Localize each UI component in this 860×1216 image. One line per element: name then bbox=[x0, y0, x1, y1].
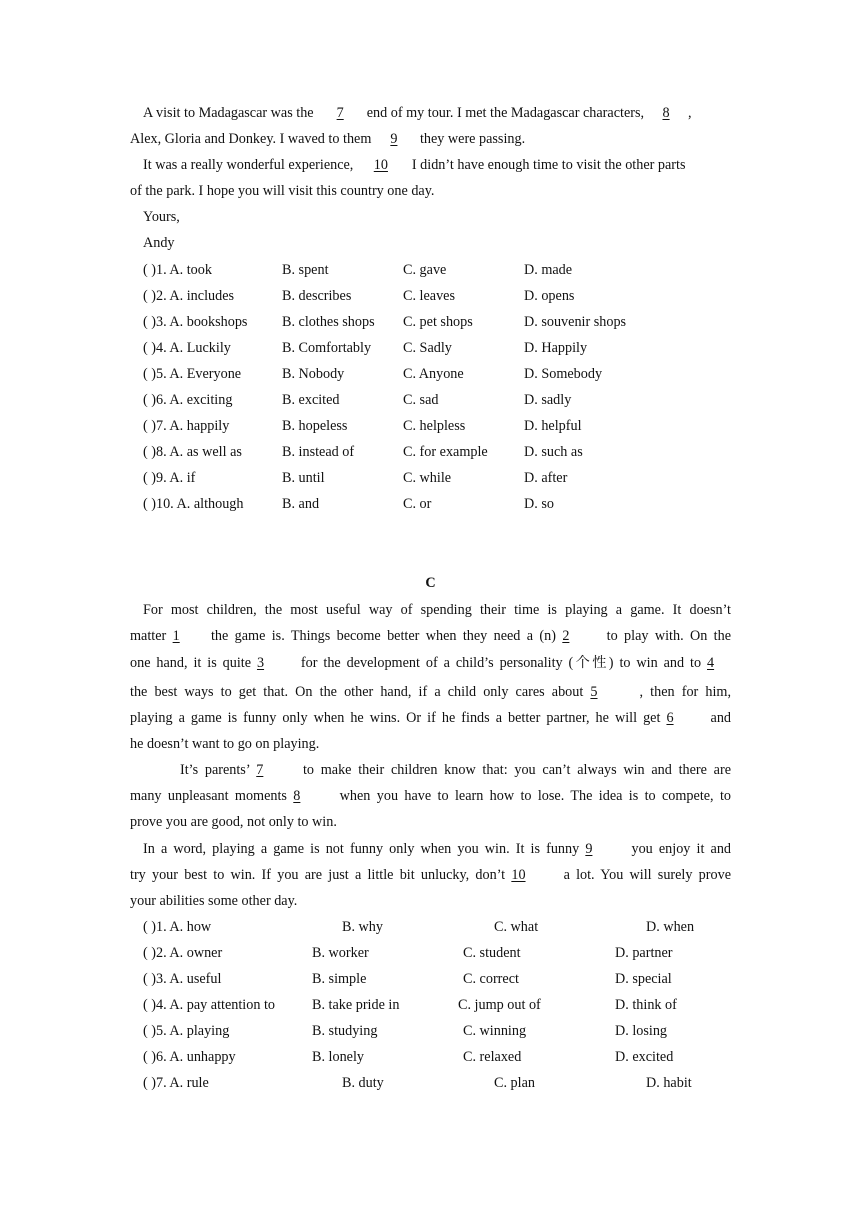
passage-line: For most children, the most useful way of spending their time is playing a game. It doesn’t bbox=[143, 602, 731, 618]
option-d: D. opens bbox=[524, 288, 575, 304]
option-b: B. take pride in bbox=[312, 997, 400, 1013]
option-d: D. think of bbox=[615, 997, 677, 1013]
option-b: B. simple bbox=[312, 971, 367, 987]
option-b: B. Nobody bbox=[282, 366, 345, 382]
option-d: D. souvenir shops bbox=[524, 314, 627, 330]
option-b: B. clothes shops bbox=[282, 314, 375, 330]
question-stem-option-a: ( )10. A. although bbox=[143, 496, 244, 512]
question-stem-option-a: ( )7. A. rule bbox=[143, 1075, 209, 1091]
question-row bbox=[143, 335, 733, 361]
question-row bbox=[143, 966, 733, 992]
question-stem-option-a: ( )3. A. bookshops bbox=[143, 314, 248, 330]
passage-line: the best ways to get that. On the other hand, if a child only cares about 5 , then for him, bbox=[130, 679, 731, 705]
blank-4: 4 bbox=[707, 655, 715, 671]
question-row bbox=[143, 413, 733, 439]
question-row bbox=[143, 491, 733, 517]
option-b: B. spent bbox=[282, 262, 329, 278]
blank-1: 1 bbox=[172, 628, 180, 644]
letter-closing: Yours, bbox=[143, 209, 180, 225]
option-d: D. helpful bbox=[524, 418, 582, 434]
question-row bbox=[143, 439, 733, 465]
option-d: D. Happily bbox=[524, 340, 588, 356]
letter-signature: Andy bbox=[143, 235, 175, 251]
question-row bbox=[143, 1044, 733, 1070]
option-c: C. leaves bbox=[403, 288, 456, 304]
passage-line: matter 1 the game is. Things become better when they need a (n) 2 to play with. On the bbox=[130, 623, 731, 649]
option-d: D. habit bbox=[646, 1075, 692, 1091]
question-row bbox=[143, 992, 733, 1018]
passage-line: prove you are good, not only to win. bbox=[130, 814, 337, 830]
question-stem-option-a: ( )4. A. Luckily bbox=[143, 340, 231, 356]
question-stem-option-a: ( )8. A. as well as bbox=[143, 444, 242, 460]
option-c: C. while bbox=[403, 470, 452, 486]
option-b: B. instead of bbox=[282, 444, 355, 460]
option-c: C. helpless bbox=[403, 418, 466, 434]
option-b: B. Comfortably bbox=[282, 340, 372, 356]
option-c: C. winning bbox=[463, 1023, 527, 1039]
passage-line: Alex, Gloria and Donkey. I waved to them 9 they were passing. bbox=[130, 126, 731, 152]
question-row bbox=[143, 1070, 733, 1096]
option-b: B. lonely bbox=[312, 1049, 365, 1065]
option-d: D. excited bbox=[615, 1049, 674, 1065]
blank-7: 7 bbox=[336, 105, 344, 121]
question-stem-option-a: ( )6. A. unhappy bbox=[143, 1049, 236, 1065]
option-b: B. describes bbox=[282, 288, 352, 304]
option-b: B. hopeless bbox=[282, 418, 348, 434]
blank-10: 10 bbox=[373, 157, 388, 173]
option-c: C. or bbox=[403, 496, 432, 512]
passage-line: In a word, playing a game is not funny only when you win. It is funny 9 you enjoy it and bbox=[130, 836, 731, 862]
passage-line: playing a game is funny only when he wins. Or if he finds a better partner, he will get 6 and bbox=[130, 705, 731, 731]
option-d: D. partner bbox=[615, 945, 673, 961]
passage-line: one hand, it is quite 3 for the development of a child’s personality (个性) to win and to 4 bbox=[130, 650, 731, 676]
option-b: B. why bbox=[342, 919, 383, 935]
option-d: D. after bbox=[524, 470, 568, 486]
option-c: C. what bbox=[494, 919, 539, 935]
question-row bbox=[143, 283, 733, 309]
question-row bbox=[143, 361, 733, 387]
option-b: B. worker bbox=[312, 945, 369, 961]
passage-line: A visit to Madagascar was the 7 end of my tour. I met the Madagascar characters, 8 , bbox=[130, 100, 731, 126]
option-d: D. Somebody bbox=[524, 366, 603, 382]
option-d: D. when bbox=[646, 919, 695, 935]
question-stem-option-a: ( )1. A. took bbox=[143, 262, 212, 278]
option-c: C. for example bbox=[403, 444, 488, 460]
question-stem-option-a: ( )5. A. playing bbox=[143, 1023, 230, 1039]
passage-line: many unpleasant moments 8 when you have to learn how to lose. The idea is to compete, to bbox=[130, 783, 731, 809]
option-b: B. duty bbox=[342, 1075, 384, 1091]
question-stem-option-a: ( )3. A. useful bbox=[143, 971, 222, 987]
option-c: C. student bbox=[463, 945, 521, 961]
passage-line: he doesn’t want to go on playing. bbox=[130, 736, 320, 752]
passage-line: your abilities some other day. bbox=[130, 893, 298, 909]
option-b: B. studying bbox=[312, 1023, 378, 1039]
option-c: C. correct bbox=[463, 971, 519, 987]
option-d: D. made bbox=[524, 262, 573, 278]
option-d: D. such as bbox=[524, 444, 583, 460]
section-heading: C bbox=[425, 575, 436, 591]
question-row bbox=[143, 465, 733, 491]
question-stem-option-a: ( )7. A. happily bbox=[143, 418, 230, 434]
question-row bbox=[143, 387, 733, 413]
option-c: C. Anyone bbox=[403, 366, 464, 382]
option-d: D. losing bbox=[615, 1023, 668, 1039]
blank-2: 2 bbox=[562, 628, 570, 644]
passage-line: try your best to win. If you are just a little bit unlucky, don’t 10 a lot. You will surely prove bbox=[130, 862, 731, 888]
option-c: C. jump out of bbox=[458, 997, 541, 1013]
blank-5: 5 bbox=[590, 684, 598, 700]
blank-9: 9 bbox=[390, 131, 398, 147]
question-stem-option-a: ( )9. A. if bbox=[143, 470, 196, 486]
question-row bbox=[143, 1018, 733, 1044]
option-c: C. Sadly bbox=[403, 340, 452, 356]
question-stem-option-a: ( )2. A. includes bbox=[143, 288, 235, 304]
option-c: C. pet shops bbox=[403, 314, 473, 330]
option-d: D. special bbox=[615, 971, 672, 987]
option-b: B. until bbox=[282, 470, 325, 486]
question-row bbox=[143, 257, 733, 283]
option-c: C. sad bbox=[403, 392, 439, 408]
option-b: B. and bbox=[282, 496, 320, 512]
question-stem-option-a: ( )1. A. how bbox=[143, 919, 212, 935]
blank-7c: 7 bbox=[256, 762, 264, 778]
option-c: C. gave bbox=[403, 262, 447, 278]
blank-3: 3 bbox=[256, 655, 265, 671]
blank-8: 8 bbox=[662, 105, 670, 121]
question-stem-option-a: ( )5. A. Everyone bbox=[143, 366, 242, 382]
question-stem-option-a: ( )6. A. exciting bbox=[143, 392, 233, 408]
option-d: D. sadly bbox=[524, 392, 572, 408]
question-row bbox=[143, 309, 733, 335]
passage-line: It was a really wonderful experience, 10 I didn’t have enough time to visit the other parts bbox=[130, 152, 731, 178]
option-c: C. relaxed bbox=[463, 1049, 522, 1065]
question-row bbox=[143, 914, 733, 940]
blank-10c: 10 bbox=[511, 867, 526, 883]
question-stem-option-a: ( )4. A. pay attention to bbox=[143, 997, 275, 1013]
passage-line: It’s parents’ 7 to make their children know that: you can’t always win and there are bbox=[130, 757, 731, 783]
option-b: B. excited bbox=[282, 392, 340, 408]
option-c: C. plan bbox=[494, 1075, 535, 1091]
blank-8c: 8 bbox=[293, 788, 301, 804]
question-row bbox=[143, 940, 733, 966]
option-d: D. so bbox=[524, 496, 554, 512]
blank-6: 6 bbox=[666, 710, 674, 726]
question-stem-option-a: ( )2. A. owner bbox=[143, 945, 223, 961]
blank-9c: 9 bbox=[585, 841, 593, 857]
passage-line: of the park. I hope you will visit this country one day. bbox=[130, 183, 435, 199]
